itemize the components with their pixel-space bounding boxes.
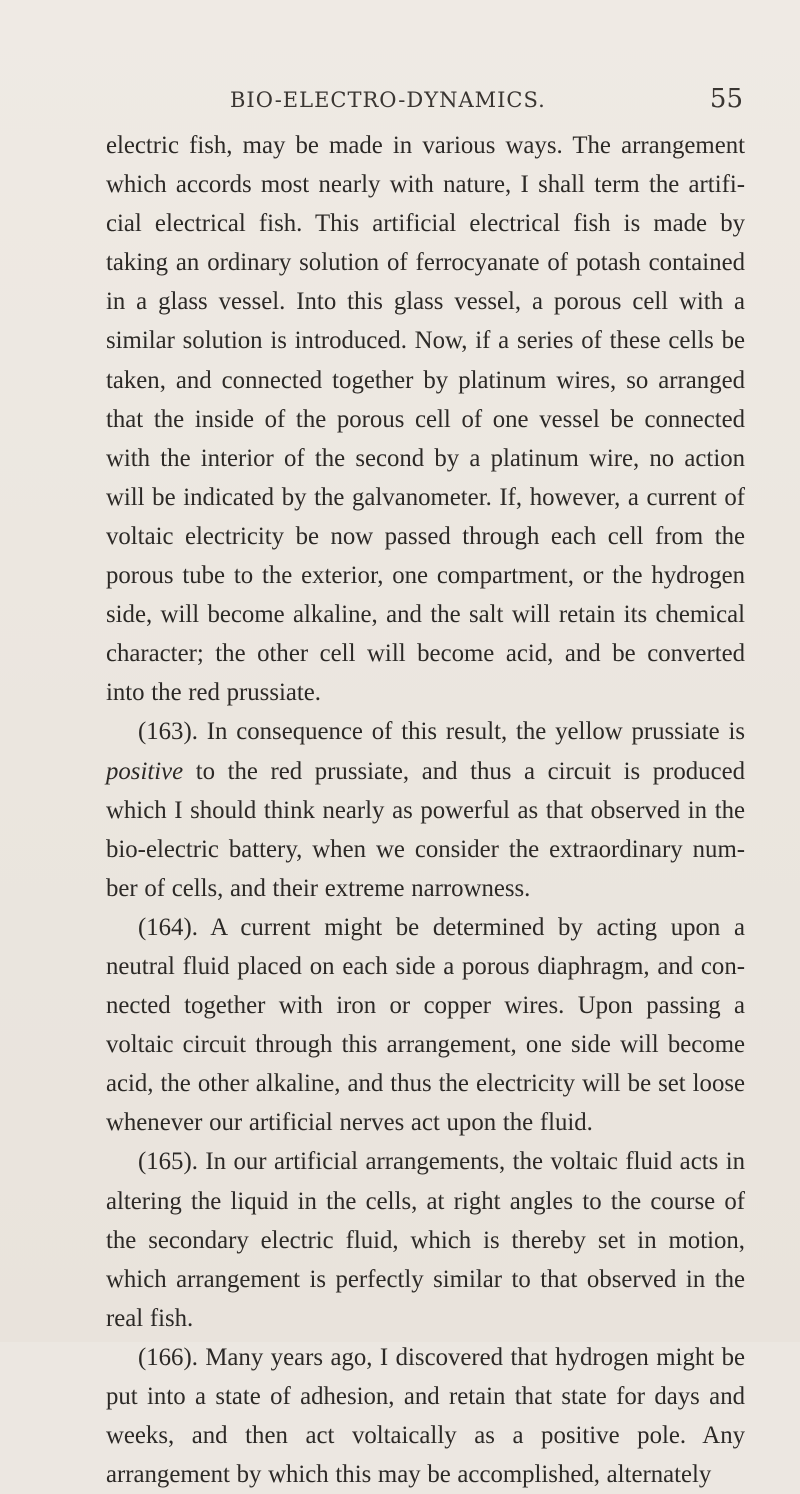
running-title: BIO-ELECTRO-DYNAMICS.: [230, 88, 546, 112]
paragraph-165: (165). In our artificial arrangements, the voltaic fluid acts in altering the liquid in the cells, at right angles to the course of the secondary electric fluid, which is thereby set in motion, which arrangement is perfectly similar to that observed in the real fish.: [106, 1148, 745, 1332]
running-head: [106, 84, 745, 124]
italic-positive: positive: [106, 757, 184, 785]
paragraph-164: (164). A current might be determined by acting upon a neutral fluid placed on each side a porous diaphragm, and con-nected together with iron or copper wires. Upon passing a voltaic circuit through this arrangement, one side will become acid, the other alkaline, and thus the electricity will be set loose whenever our artificial nerves act upon the fluid.: [106, 913, 745, 1137]
paragraph-163-start: (163). In consequence of this result, the yellow prussiate is: [138, 718, 745, 746]
paragraph-continuation: electric fish, may be made in various ways. The arrangement which accords most nearly with nature, I shall term the artifi-cial electrical fish. This artificial electrical fish is made by taking an ordinary solution of ferrocyanate of potash contained in a glass vessel. Into this glass vessel, a porous cell with a similar solution is introduced. Now, if a series of these cells be taken, and connected together by platinum wires, so arranged that the inside of the porous cell of one vessel be connected with the interior of the second by a platinum wire, no action will be indicated by the galvanometer. If, however, a current of voltaic electricity be now passed through each cell from the porous tube to the exterior, one compartment, or the hydrogen side, will become alkaline, and the salt will retain its chemical character; the other cell will become acid, and be converted into the red prussiate.: [106, 132, 745, 707]
paragraph-166: (166). Many years ago, I discovered that hydrogen might be put into a state of adhesion, and retain that state for days and weeks, and then act voltaically as a positive pole. Any arrangement by which this may be accomplished, alternately: [106, 1343, 745, 1489]
paragraph-163-end: to the red prussiate, and thus a circuit is produced which I should think nearly as powerful as that observed in the bio-electric battery, when we consider the extraordinary num-ber of cells, and their extreme narrowness.: [106, 757, 745, 902]
page-number: 55: [709, 84, 743, 114]
paragraph-163: [106, 712, 745, 907]
body-text: [106, 126, 745, 1494]
